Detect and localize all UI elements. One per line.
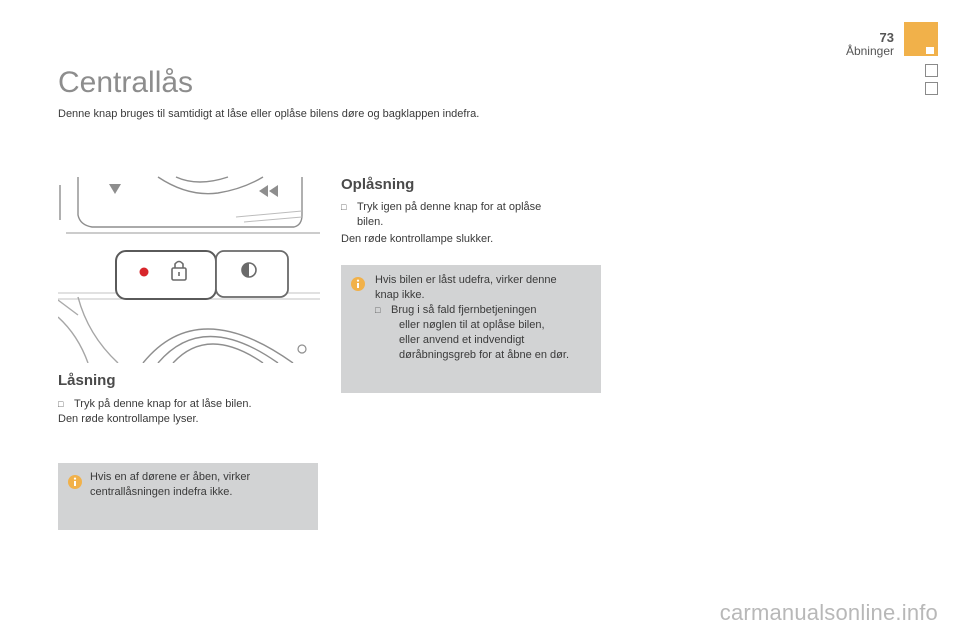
nav-square-1[interactable]	[925, 64, 938, 77]
heading-laasning: Låsning	[58, 372, 116, 389]
laasning-result: Den røde kontrollampe lyser.	[58, 413, 199, 425]
laasning-step-text: Tryk på denne knap for at låse bilen.	[74, 398, 252, 410]
intro-text: Denne knap bruges til samtidigt at låse eller oplåse bilens døre og bagklappen indefra.	[58, 108, 480, 120]
arrow-bullet-icon: □	[375, 305, 381, 315]
tab-marker-icon	[926, 47, 934, 54]
rewind-arrows-icon	[259, 185, 278, 197]
page-title: Centrallås	[58, 66, 194, 99]
adjacent-button[interactable]	[216, 251, 288, 297]
note-line: knap ikke.	[375, 289, 425, 301]
section-name: Åbninger	[845, 44, 894, 58]
arrow-down-icon	[109, 184, 121, 194]
dashboard-drawing	[58, 175, 320, 363]
oplaasning-result: Den røde kontrollampe slukker.	[341, 233, 494, 245]
info-icon	[351, 277, 365, 291]
arrow-bullet-icon: □	[341, 202, 347, 212]
chapter-tab[interactable]	[904, 22, 938, 56]
info-note-laasning	[58, 463, 318, 530]
heading-oplaasning: Oplåsning	[341, 176, 415, 193]
nav-square-2[interactable]	[925, 82, 938, 95]
note-step-line: Brug i så fald fjernbetjeningen	[391, 304, 537, 316]
note-line: centrallåsningen indefra ikke.	[90, 486, 233, 498]
page-number: 73	[879, 30, 894, 45]
oplaasning-step-line1: Tryk igen på denne knap for at oplåse	[357, 201, 542, 213]
note-step-line: døråbningsgreb for at åbne en dør.	[399, 349, 569, 361]
small-circle-icon	[298, 345, 306, 353]
note-step-line: eller nøglen til at oplåse bilen,	[399, 319, 545, 331]
note-line: Hvis en af dørene er åben, virker	[90, 471, 251, 483]
red-indicator-icon	[140, 268, 149, 277]
laasning-step	[58, 397, 252, 412]
watermark: carmanualsonline.info	[719, 600, 938, 625]
lock-button-illustration	[58, 175, 320, 363]
lock-button[interactable]	[116, 251, 216, 299]
oplaasning-step	[341, 200, 541, 230]
info-icon	[68, 475, 82, 489]
arrow-bullet-icon: □	[58, 399, 64, 409]
oplaasning-step-line2: bilen.	[357, 216, 384, 228]
note-step-line: eller anvend et indvendigt	[399, 334, 525, 346]
info-note-oplaasning	[341, 265, 601, 393]
note-line: Hvis bilen er låst udefra, virker denne	[375, 274, 557, 286]
